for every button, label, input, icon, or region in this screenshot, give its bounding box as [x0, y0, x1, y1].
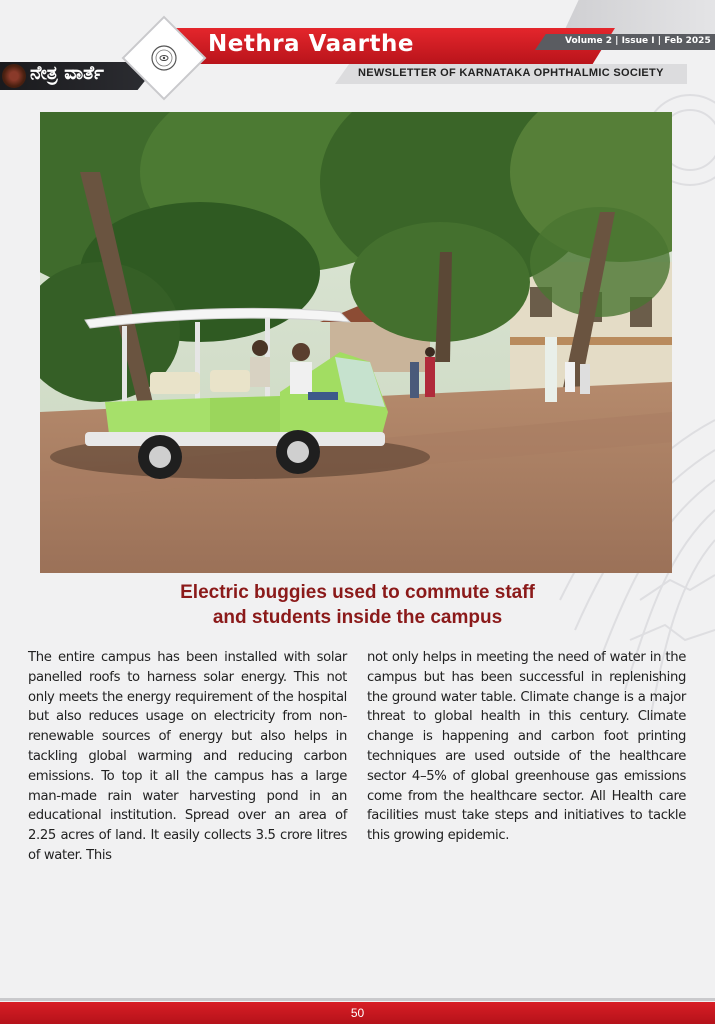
eye-icon — [2, 64, 26, 88]
volume-issue-date: Volume 2 | Issue I | Feb 2025 — [565, 36, 711, 46]
photo-caption — [0, 580, 715, 630]
kannada-title: ನೇತ್ರ ವಾರ್ತೆ — [30, 62, 104, 84]
newsletter-title: Nethra Vaarthe — [208, 31, 414, 57]
article-right-column: not only helps in meeting the need of water in the campus but has been successful in replenishing the ground water table. Climate change is a major threat to global health in this century. Climate change is happening and carbon foot printing techniques are used outside of the healthcare sector 4–5% of global greenhouse gas emissions come from the healthcare sector. All Health care facilities must take steps and initiatives to tackle this growing epidemic. — [367, 650, 686, 844]
campus-electric-buggy-photo — [40, 112, 672, 573]
footer-divider — [0, 998, 715, 1001]
newsletter-subtitle: NEWSLETTER OF KARNATAKA OPHTHALMIC SOCIETY — [358, 67, 664, 79]
photo-illustration — [40, 112, 672, 573]
page-number: 50 — [350, 1006, 365, 1020]
caption-line-1: Electric buggies used to commute staff — [180, 582, 535, 603]
society-seal-icon — [150, 44, 178, 72]
article-left-column: The entire campus has been installed with solar panelled roofs to harness solar energy. This not only meets the energy requirement of the hospital but also reduces usage on electricity from non-renewable sources of energy but also helps in tackling global warming and reducing carbon emissions. To top it all the campus has a large man-made rain water harvesting pond in an educational institution. Spread over an area of 2.25 acres of land. It easily collects 3.5 crore litres of water. This — [28, 650, 347, 863]
caption-line-2: and students inside the campus — [212, 607, 503, 628]
